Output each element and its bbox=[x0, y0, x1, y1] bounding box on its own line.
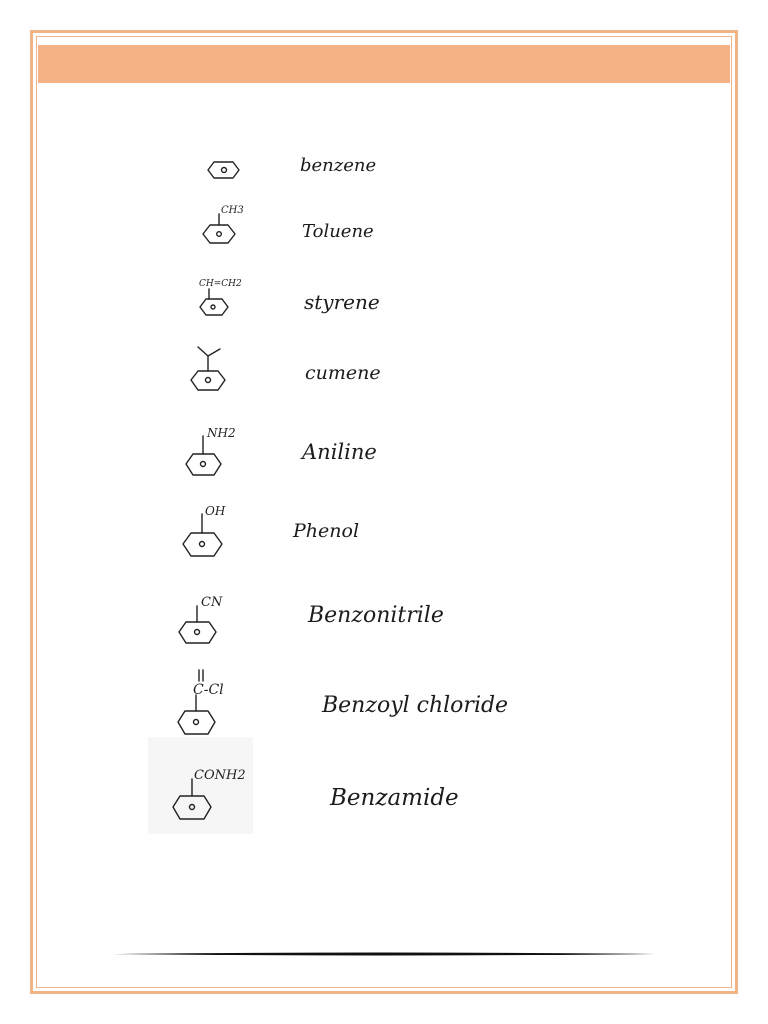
compound-name: styrene bbox=[304, 290, 380, 314]
compound-name: Phenol bbox=[293, 520, 360, 542]
svg-text:CH3: CH3 bbox=[221, 205, 244, 216]
svg-text:CH=CH2: CH=CH2 bbox=[199, 279, 242, 289]
compound-name: Toluene bbox=[302, 221, 374, 242]
cumene-structure-icon bbox=[188, 340, 248, 400]
svg-text:CONH2: CONH2 bbox=[194, 768, 246, 783]
compound-name: Benzonitrile bbox=[308, 603, 444, 628]
compound-row-cumene bbox=[188, 340, 248, 400]
compound-row-phenol bbox=[180, 500, 250, 570]
compound-row-toluene bbox=[200, 200, 260, 250]
compound-name: Aniline bbox=[302, 440, 377, 464]
aniline-structure-icon bbox=[183, 420, 253, 480]
svg-text:CN: CN bbox=[201, 595, 223, 610]
compound-name: cumene bbox=[305, 362, 381, 384]
compound-row-aniline bbox=[183, 420, 253, 480]
svg-text:C-Cl: C-Cl bbox=[193, 682, 224, 698]
styrene-structure-icon bbox=[195, 275, 275, 325]
compound-row-benzoyl-chloride bbox=[175, 665, 255, 740]
compound-row-benzamide bbox=[170, 763, 260, 833]
benzonitrile-structure-icon bbox=[176, 592, 246, 652]
benzoyl-chloride-structure-icon bbox=[175, 665, 255, 740]
benzamide-structure-icon bbox=[170, 763, 260, 833]
compound-row-styrene bbox=[195, 275, 275, 325]
header-band bbox=[38, 45, 730, 83]
compound-row-benzonitrile bbox=[176, 592, 246, 652]
compound-row-benzene bbox=[205, 155, 265, 195]
toluene-structure-icon bbox=[200, 200, 260, 250]
benzene-ring-icon bbox=[205, 155, 265, 195]
phenol-structure-icon bbox=[180, 500, 250, 570]
compound-name: Benzamide bbox=[330, 785, 459, 811]
footer-rule bbox=[113, 951, 655, 957]
svg-text:OH: OH bbox=[205, 504, 226, 518]
compound-name: benzene bbox=[300, 155, 377, 176]
compound-name: Benzoyl chloride bbox=[322, 693, 509, 718]
svg-text:NH2: NH2 bbox=[207, 426, 236, 440]
